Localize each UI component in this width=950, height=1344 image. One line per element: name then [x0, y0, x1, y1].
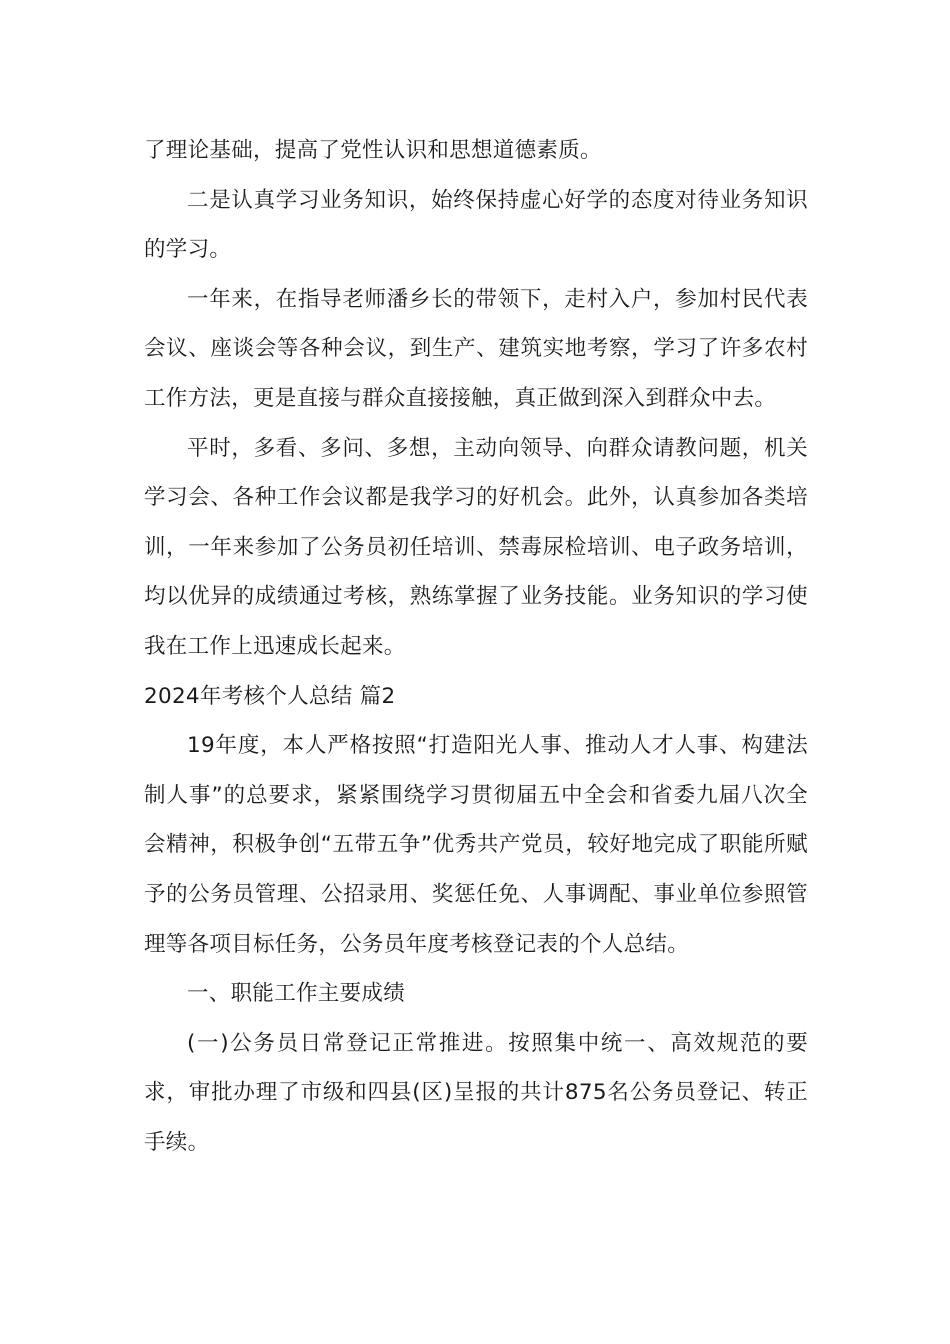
document-body	[144, 126, 808, 1167]
subheading-main-achievements: 一、职能工作主要成绩	[187, 981, 406, 1007]
paragraph-training: 平时，多看、多问、多想，主动向领导、向群众请教问题，机关学习会、各种工作会议都是我学习的好机会。此外，认真参加各类培训，一年来参加了公务员初任培训、禁毒尿检培训、电子政务培训，均以优异的成绩通过考核，熟练掌握了业务技能。业务知识的学习使我在工作上迅速成长起来。	[144, 435, 808, 659]
paragraph-business-knowledge: 二是认真学习业务知识，始终保持虚心好学的态度对待业务知识的学习。	[144, 187, 808, 263]
paragraph-annual-summary: 19年度，本人严格按照“打造阳光人事、推动人才人事、构建法制人事”的总要求，紧紧围绕学习贯彻届五中全会和省委九届八次全会精神，积极争创“五带五争”优秀共产党员，较好地完成了职能所赋予的公务员管理、公招录用、奖惩任免、人事调配、事业单位参照管理等各项目标任务，公务员年度考核登记表的个人总结。	[144, 733, 808, 957]
section-heading-part-2: 2024年考核个人总结 篇2	[144, 683, 396, 709]
paragraph-continuation: 了理论基础，提高了党性认识和思想道德素质。	[144, 138, 602, 163]
paragraph-registration: (一)公务员日常登记正常推进。按照集中统一、高效规范的要求，审批办理了市级和四县(区)呈报的共计875名公务员登记、转正手续。	[144, 1030, 808, 1155]
paragraph-village-work: 一年来，在指导老师潘乡长的带领下，走村入户，参加村民代表会议、座谈会等各种会议，到生产、建筑实地考察，学习了许多农村工作方法，更是直接与群众直接接触，真正做到深入到群众中去。	[144, 286, 808, 411]
